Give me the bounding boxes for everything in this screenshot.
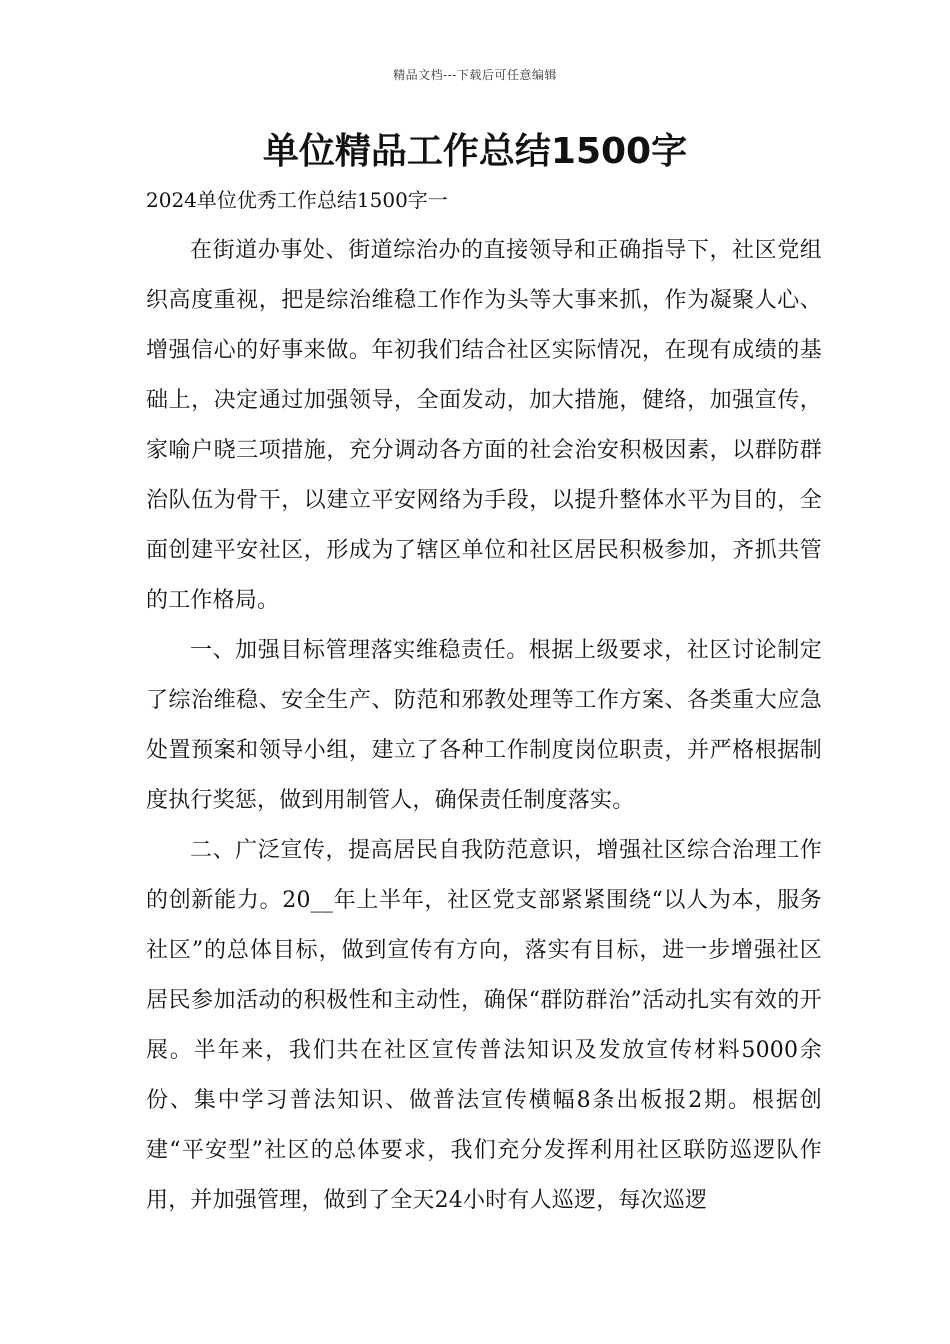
paragraph-intro: 在街道办事处、街道综治办的直接领导和正确指导下，社区党组织高度重视，把是综治维稳工作作为头等大事来抓，作为凝聚人心、增强信心的好事来做。年初我们结合社区实际情况，在现有成绩的基础上，决定通过加强领导，全面发动，加大措施，健络，加强宣传，家喻户晓三项措施，充分调动各方面的社会治安积极因素，以群防群治队伍为骨干，以建立平安网络为手段，以提升整体水平为目的，全面创建平安社区，形成为了辖区单位和社区居民积极参加，齐抓共管的工作格局。 (146, 238, 822, 613)
paragraph-section-one: 一、加强目标管理落实维稳责任。根据上级要求，社区讨论制定了综治维稳、安全生产、防范和邪教处理等工作方案、各类重大应急处置预案和领导小组，建立了各种工作制度岗位职责，并严格根据制度执行奖惩，做到用制管人，确保责任制度落实。 (146, 638, 822, 813)
page-header-caption: 精品文档---下载后可任意编辑 (393, 68, 557, 82)
paragraph-section-two: 二、广泛宣传，提高居民自我防范意识，增强社区综合治理工作的创新能力。20__年上半年，社区党支部紧紧围绕“以人为本，服务社区”的总体目标，做到宣传有方向，落实有目标，进一步增强社区居民参加活动的积极性和主动性，确保“群防群治”活动扎实有效的开展。半年来，我们共在社区宣传普法知识及发放宣传材料5000余份、集中学习普法知识、做普法宣传横幅8条出板报2期。根据创建“平安型”社区的总体要求，我们充分发挥利用社区联防巡逻队作用，并加强管理，做到了全天24小时有人巡逻，每次巡逻 (146, 838, 822, 1213)
document-subtitle: 2024单位优秀工作总结1500字一 (146, 188, 448, 212)
document-body (146, 226, 822, 1226)
document-title: 单位精品工作总结1500字 (262, 131, 688, 172)
